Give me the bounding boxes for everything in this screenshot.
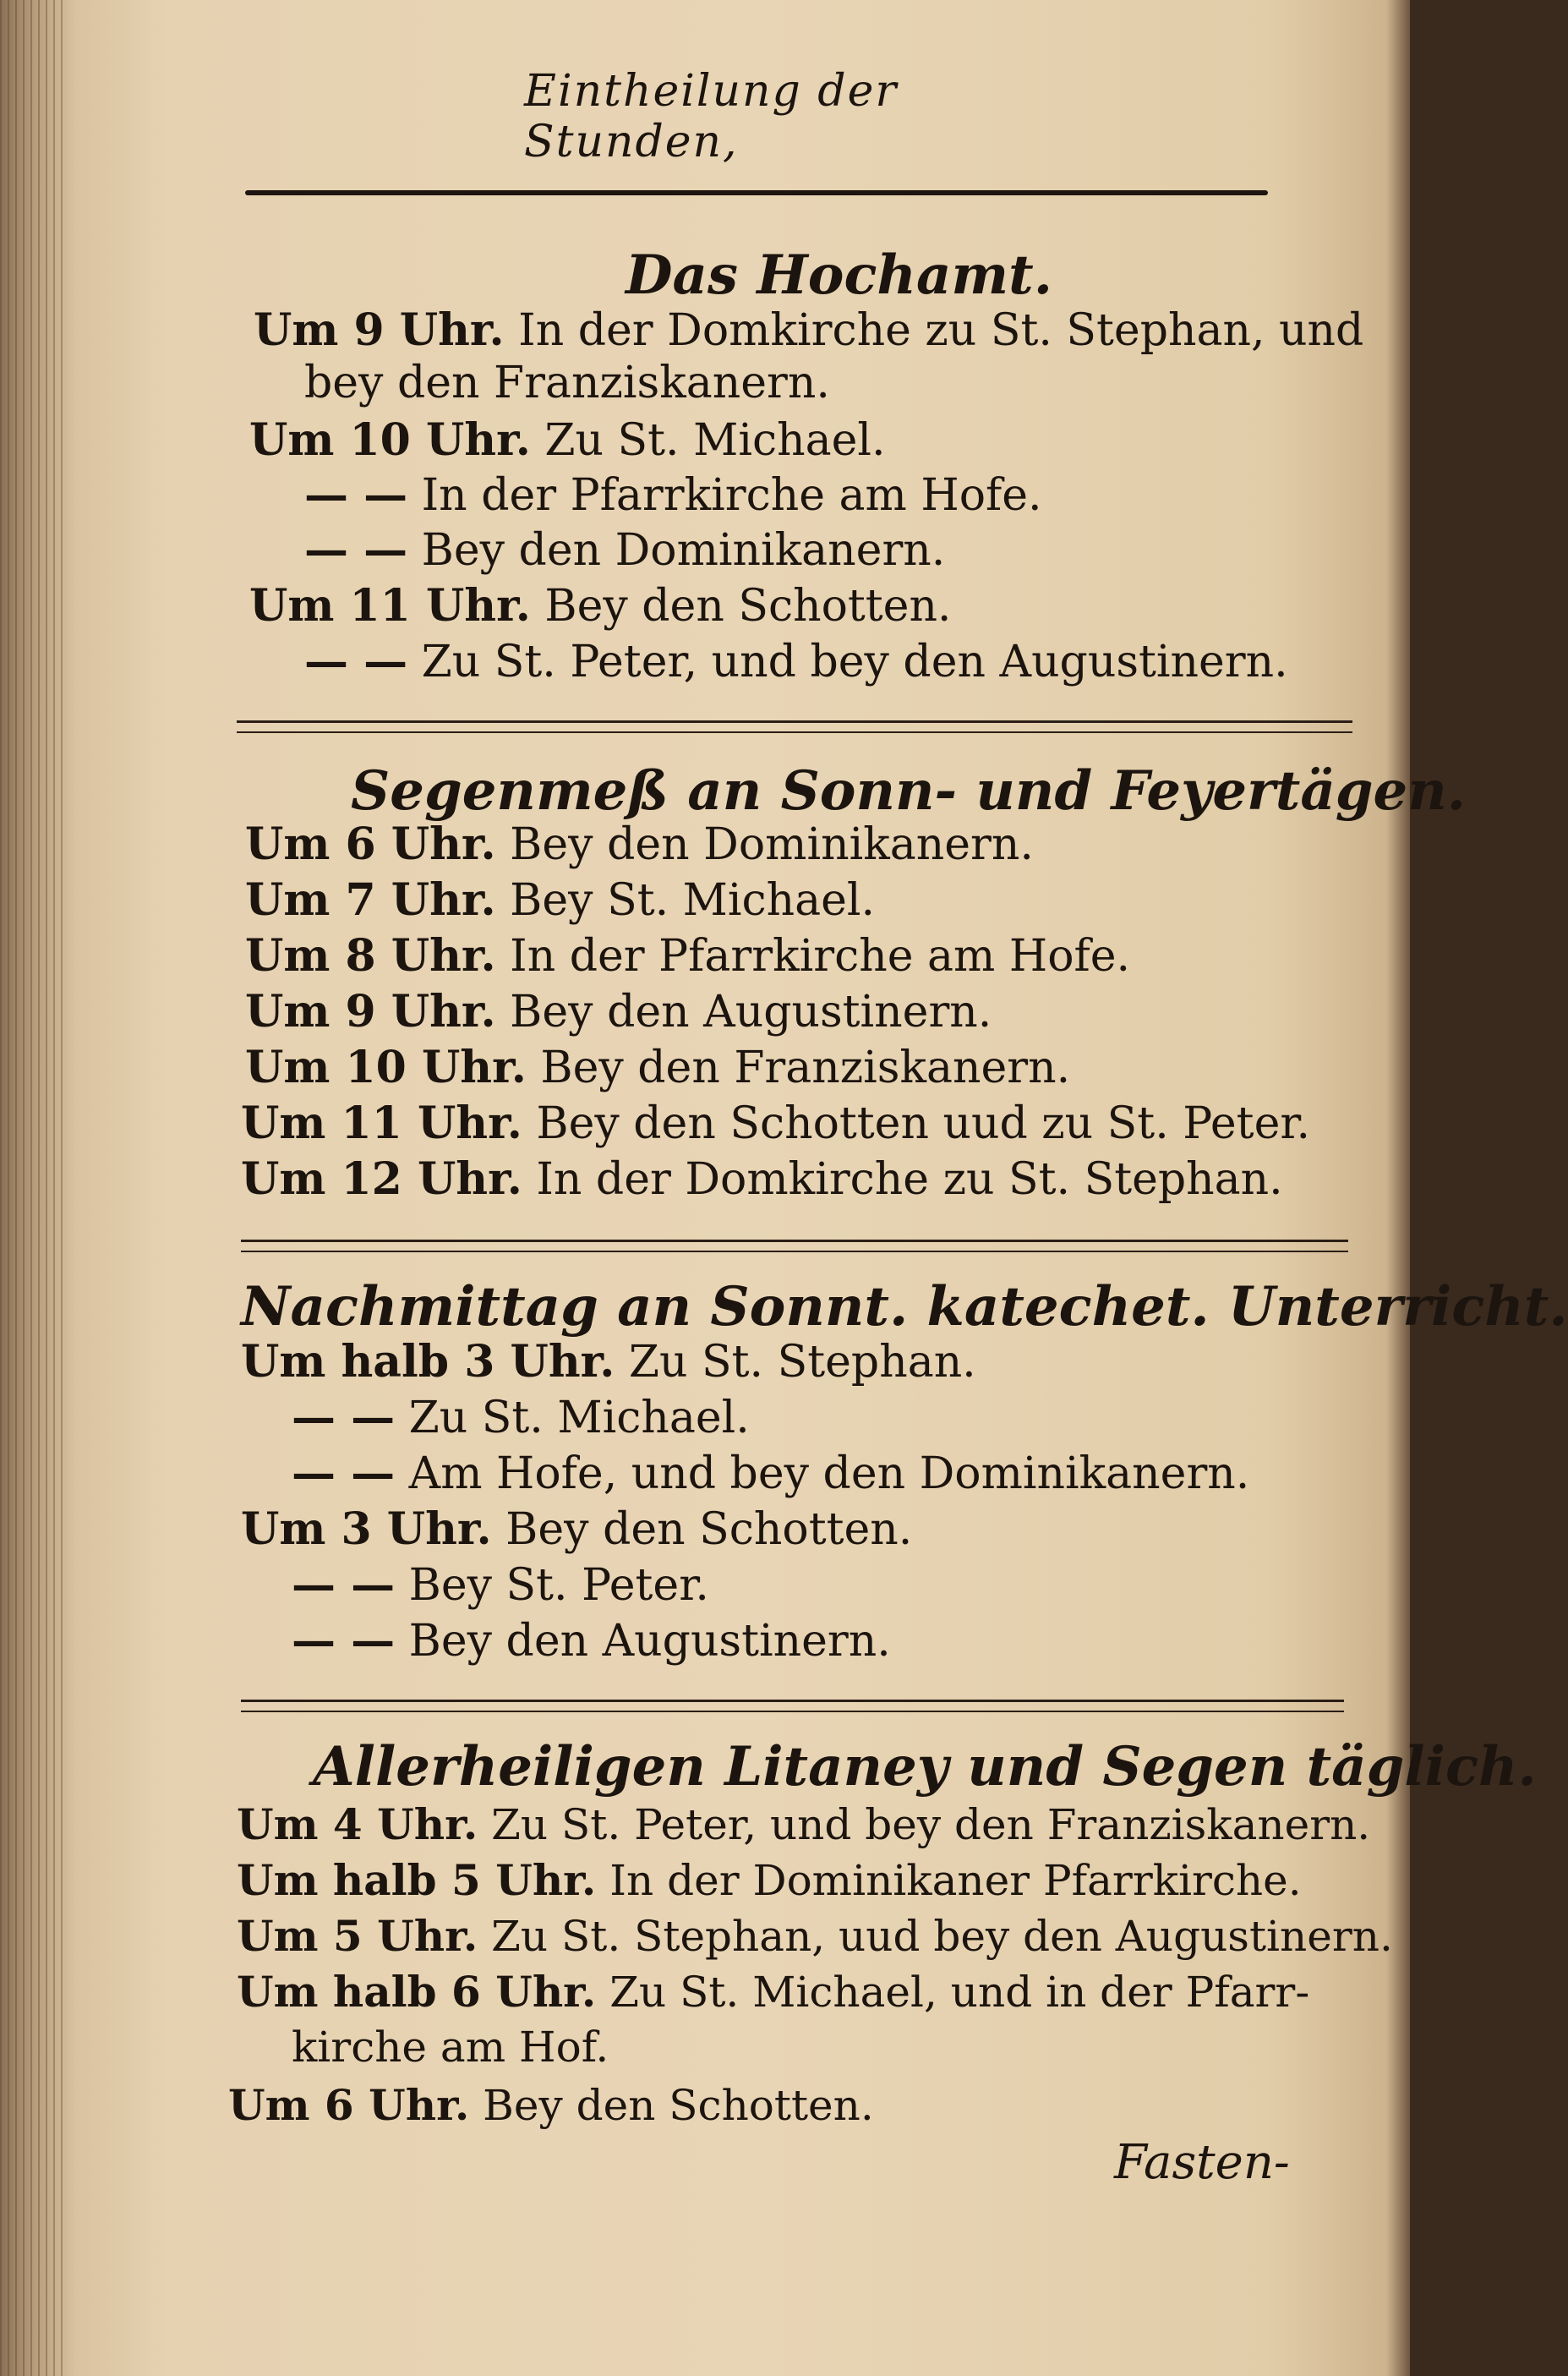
dash-label: — — bbox=[304, 524, 408, 576]
header-rule bbox=[245, 190, 1268, 195]
entry-text: Zu St. Michael, und in der Pfarr- bbox=[609, 1968, 1310, 2017]
entry-text: Zu St. Stephan, uud bey den Augustinern. bbox=[491, 1912, 1393, 1961]
list-item bbox=[241, 1098, 1310, 1149]
dash-label: — — bbox=[292, 1615, 396, 1667]
entry-text: Am Hofe, und bey den Dominikanern. bbox=[408, 1448, 1250, 1499]
section-heading-allerheiligen: Allerheiligen Litaney und Segen täglich. bbox=[313, 1735, 1537, 1798]
entry-text: bey den Franziskanern. bbox=[304, 358, 830, 408]
time-label: Um 4 Uhr. bbox=[237, 1799, 478, 1849]
entry-text: Bey den Augustinern. bbox=[510, 987, 992, 1037]
list-item bbox=[237, 1911, 1393, 1961]
list-item bbox=[304, 636, 1288, 687]
entry-text: Zu St. Peter, und bey den Augustinern. bbox=[421, 637, 1288, 687]
entry-text: Bey den Augustinern. bbox=[408, 1616, 891, 1667]
section-divider bbox=[237, 720, 1352, 733]
entry-text: Bey St. Michael. bbox=[510, 875, 876, 926]
entry-text: Zu St. Stephan. bbox=[628, 1337, 976, 1388]
time-label: Um 10 Uhr. bbox=[249, 414, 531, 466]
section-heading-segenmess: Segenmeß an Sonn- und Feyertägen. bbox=[351, 759, 1467, 823]
page-binding-edge bbox=[0, 0, 68, 2376]
entry-text: In der Pfarrkirche am Hofe. bbox=[510, 931, 1131, 982]
time-label: Um halb 3 Uhr. bbox=[241, 1336, 615, 1388]
section-heading-hochamt: Das Hochamt. bbox=[626, 244, 1052, 307]
list-item bbox=[245, 874, 875, 926]
entry-text: Bey den Dominikanern. bbox=[510, 819, 1034, 870]
list-item bbox=[245, 986, 992, 1037]
dash-label: — — bbox=[292, 1559, 396, 1611]
entry-text: Zu St. Michael. bbox=[544, 415, 886, 466]
entry-text: Zu St. Peter, und bey den Franziskanern. bbox=[491, 1800, 1371, 1849]
dash-label: — — bbox=[304, 469, 408, 521]
dash-label: — — bbox=[292, 1392, 396, 1443]
list-item bbox=[292, 1392, 750, 1443]
time-label: Um 11 Uhr. bbox=[249, 580, 531, 632]
time-label: Um 9 Uhr. bbox=[245, 986, 496, 1037]
time-label: Um 12 Uhr. bbox=[241, 1153, 522, 1205]
dash-label: — — bbox=[304, 636, 408, 687]
list-item bbox=[245, 930, 1130, 982]
list-item bbox=[292, 1615, 891, 1667]
dash-label: — — bbox=[292, 1448, 396, 1499]
catchword: Fasten- bbox=[1114, 2135, 1290, 2190]
time-label: Um 6 Uhr. bbox=[228, 2080, 470, 2130]
section-heading-nachmittag: Nachmittag an Sonnt. katechet. Unterricht. bbox=[241, 1275, 1568, 1339]
time-label: Um 7 Uhr. bbox=[245, 874, 496, 926]
list-item bbox=[304, 358, 830, 408]
list-item bbox=[237, 1967, 1309, 2017]
list-item bbox=[237, 1855, 1302, 1905]
list-item bbox=[245, 818, 1034, 870]
list-item bbox=[304, 469, 1042, 521]
list-item bbox=[292, 1448, 1249, 1499]
entry-text: Bey den Schotten uud zu St. Peter. bbox=[536, 1098, 1311, 1149]
entry-text: Bey den Franziskanern. bbox=[540, 1043, 1071, 1093]
time-label: Um 3 Uhr. bbox=[241, 1503, 492, 1555]
list-item bbox=[292, 2023, 609, 2072]
list-item bbox=[241, 1153, 1283, 1205]
entry-text: Zu St. Michael. bbox=[408, 1393, 750, 1443]
entry-text: In der Domkirche zu St. Stephan, und bbox=[518, 305, 1364, 356]
entry-text: Bey den Schotten. bbox=[544, 581, 952, 632]
entry-text: kirche am Hof. bbox=[292, 2023, 609, 2072]
time-label: Um 6 Uhr. bbox=[245, 818, 496, 870]
list-item bbox=[249, 414, 886, 466]
entry-text: In der Dominikaner Pfarrkirche. bbox=[609, 1856, 1302, 1905]
list-item bbox=[237, 1799, 1370, 1849]
entry-text: Bey St. Peter. bbox=[408, 1560, 709, 1611]
list-item bbox=[228, 2080, 874, 2130]
section-divider bbox=[241, 1240, 1348, 1252]
list-item bbox=[245, 1042, 1070, 1093]
time-label: Um halb 5 Uhr. bbox=[237, 1855, 597, 1905]
entry-text: In der Domkirche zu St. Stephan. bbox=[536, 1154, 1283, 1205]
time-label: Um 9 Uhr. bbox=[254, 304, 505, 356]
entry-text: Bey den Schotten. bbox=[483, 2081, 874, 2130]
list-item bbox=[254, 304, 1363, 356]
time-label: Um 8 Uhr. bbox=[245, 930, 496, 982]
entry-text: Bey den Schotten. bbox=[505, 1504, 913, 1555]
list-item bbox=[292, 1559, 709, 1611]
list-item bbox=[249, 580, 951, 632]
entry-text: Bey den Dominikanern. bbox=[421, 525, 946, 576]
time-label: Um 10 Uhr. bbox=[245, 1042, 527, 1093]
time-label: Um 5 Uhr. bbox=[237, 1911, 478, 1961]
time-label: Um 11 Uhr. bbox=[241, 1098, 522, 1149]
section-divider bbox=[241, 1700, 1344, 1712]
list-item bbox=[304, 524, 945, 576]
time-label: Um halb 6 Uhr. bbox=[237, 1967, 597, 2017]
entry-text: In der Pfarrkirche am Hofe. bbox=[421, 470, 1042, 521]
running-head: Eintheilung der Stunden, bbox=[524, 66, 899, 167]
list-item bbox=[241, 1336, 976, 1388]
list-item bbox=[241, 1503, 912, 1555]
